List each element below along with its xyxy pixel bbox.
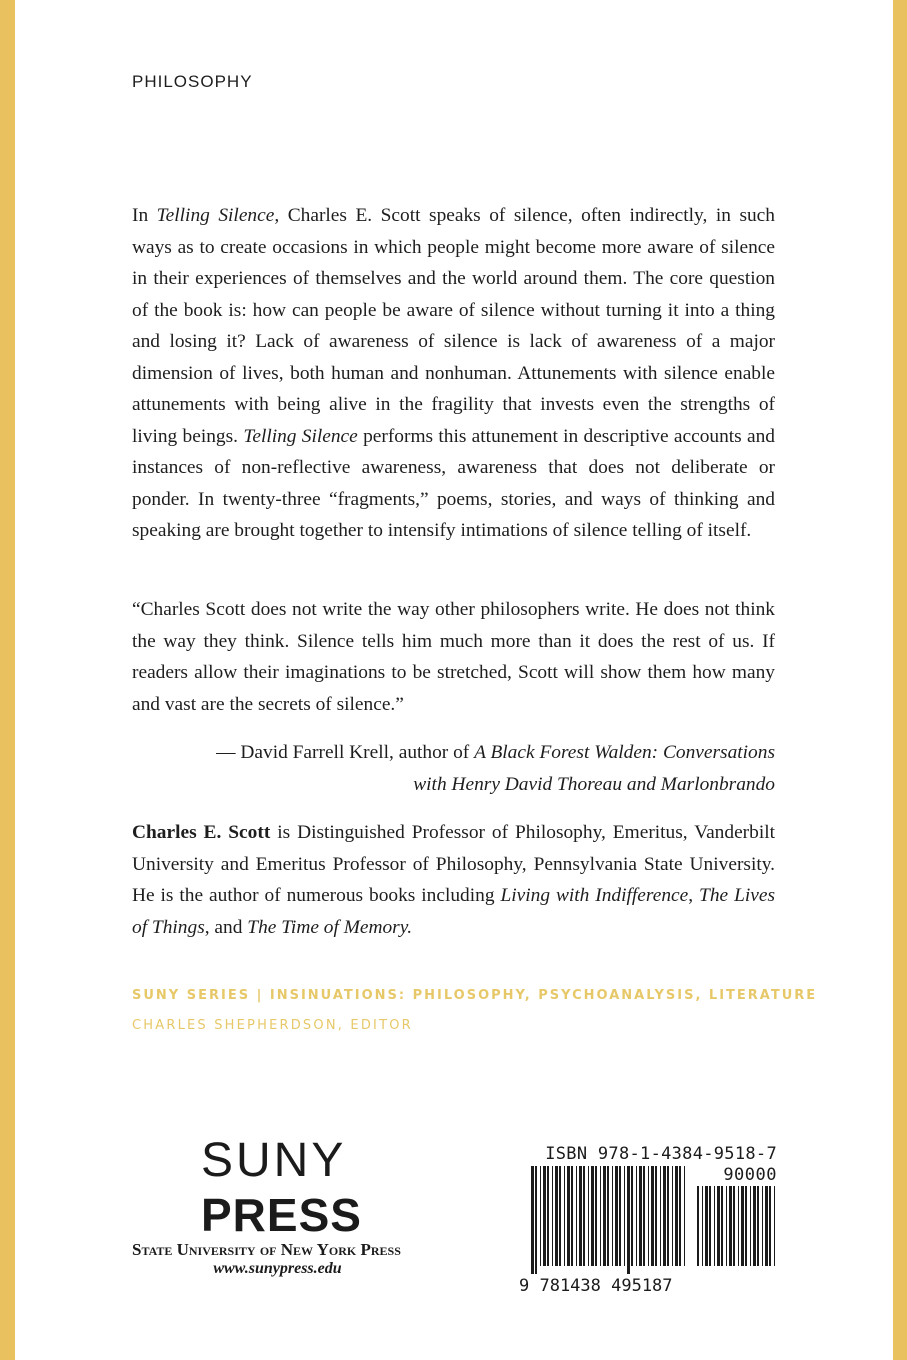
attribution-prefix: — David Farrell Krell, author of	[216, 742, 475, 763]
barcode-bar	[697, 1186, 699, 1266]
author-bio	[132, 817, 775, 943]
barcode-bar	[571, 1166, 573, 1266]
barcode-bar	[588, 1166, 589, 1266]
back-cover	[15, 0, 893, 1360]
barcode-bar	[675, 1166, 678, 1266]
barcode-bar	[552, 1166, 553, 1266]
barcode-bar	[705, 1186, 708, 1266]
barcode-bar	[540, 1166, 541, 1266]
barcode-bar	[631, 1166, 633, 1266]
barcode-bar	[535, 1166, 537, 1274]
barcode-bar	[733, 1186, 735, 1266]
barcode-bar	[531, 1166, 534, 1274]
bio-book-title: Living with Indifference	[500, 885, 689, 906]
author-name: Charles E. Scott	[132, 822, 271, 843]
barcode-bar	[619, 1166, 621, 1266]
barcode-bar	[757, 1186, 759, 1266]
barcode-bar	[721, 1186, 723, 1266]
barcode-bar	[679, 1166, 681, 1266]
barcode-bar	[762, 1186, 763, 1266]
barcode-bar	[738, 1186, 739, 1266]
endorsement-attribution	[132, 737, 775, 800]
barcode-bar	[595, 1166, 597, 1266]
barcode-bar	[702, 1186, 703, 1266]
blurb-text: , Charles E. Scott speaks of silence, often indirectly, in such ways as to create occasions in which people might become more aware of silence in their experiences of themselves and the world around them. The core question of the book is: how can people be aware of silence without turning it into a thing and losing it? Lack of awareness of silence is lack of awareness of a major dimension of lives, both human and nonhuman. Attunements with silence enable attunements with being alive in the fragility that invests even the strengths of living beings.	[132, 205, 775, 447]
publisher-url: www.sunypress.edu	[213, 1260, 342, 1277]
publisher-logo-suny: SUNY	[201, 1134, 347, 1187]
book-title: Telling Silence	[156, 205, 275, 226]
barcode-bar	[750, 1186, 751, 1266]
barcode-bar	[651, 1166, 654, 1266]
barcode-bar	[600, 1166, 601, 1266]
isbn-number: ISBN 978-1-4384-9518-7	[545, 1144, 777, 1164]
price-code: 90000	[723, 1165, 777, 1185]
addon-barcode-bars	[697, 1186, 777, 1274]
barcode-bar	[559, 1166, 561, 1266]
series-title: SUNY SERIES | INSINUATIONS: PHILOSOPHY, PSYCHOANALYSIS, LITERATURE	[132, 988, 818, 1003]
bio-text: is Distinguished Professor of Philosophy, Emeritus, Vanderbilt University and Emeritus Professor of Philosophy, Pennsylvania State University. He is the author of numerous books including	[132, 822, 775, 906]
barcode-bar	[591, 1166, 594, 1266]
barcode-bar	[745, 1186, 747, 1266]
barcode-bar	[543, 1166, 546, 1266]
barcode-bar	[583, 1166, 585, 1266]
barcode-bar	[667, 1166, 669, 1266]
attribution-book-title: with Henry David Thoreau and Marlonbrando	[413, 773, 775, 795]
barcode-bar	[726, 1186, 727, 1266]
bio-book-title: The Lives of Things	[132, 885, 775, 938]
barcode-bar	[769, 1186, 771, 1266]
barcode-bar	[717, 1186, 720, 1266]
barcode-bar	[729, 1186, 732, 1266]
book-title: Telling Silence	[243, 425, 358, 447]
endorsement-quote: “Charles Scott does not write the way other philosophers write. He does not think the way they think. Silence tells him much more than it does the rest of us. If readers allow their imaginations to be stretched, Scott will show them how many and vast are the secrets of silence.”	[132, 599, 775, 715]
bio-separator: , and	[204, 916, 248, 938]
series-editor: CHARLES SHEPHERDSON, EDITOR	[132, 1018, 413, 1033]
barcode-bar	[567, 1166, 570, 1266]
blurb-text: performs this attunement in descriptive accounts and instances of non-reflective awareness, awareness that does not deliberate or ponder. In twenty-three “fragments,” poems, stories, and ways of thinking and speaking are brought together to intensify intimations of silence telling of itself.	[132, 425, 776, 541]
barcode-bar	[648, 1166, 649, 1266]
barcode-bar	[672, 1166, 673, 1266]
barcode-bar	[655, 1166, 657, 1266]
barcode-bar	[607, 1166, 609, 1266]
barcode-bar	[627, 1166, 630, 1274]
bio-book-title: The Time of Memory.	[247, 916, 413, 938]
barcode-bar	[774, 1186, 775, 1266]
ean-digits: 9 781438 495187	[519, 1276, 673, 1296]
barcode-bar	[741, 1186, 744, 1266]
barcode-bar	[624, 1166, 625, 1266]
barcode-bar	[564, 1166, 565, 1266]
barcode-bar	[547, 1166, 549, 1266]
barcode-bar	[555, 1166, 558, 1266]
isbn-barcode	[519, 1144, 777, 1296]
ean-barcode-bars	[531, 1166, 689, 1274]
barcode-bar	[579, 1166, 582, 1266]
barcode-bar	[576, 1166, 577, 1266]
category-label: PHILOSOPHY	[132, 72, 253, 91]
blurb-intro: In	[132, 205, 157, 226]
barcode-bar	[643, 1166, 645, 1266]
barcode-bar	[615, 1166, 618, 1266]
bio-separator: ,	[688, 885, 700, 906]
barcode-bar	[612, 1166, 613, 1266]
barcode-bar	[709, 1186, 711, 1266]
book-description	[132, 200, 775, 547]
barcode-bar	[636, 1166, 637, 1266]
barcode-bar	[714, 1186, 715, 1266]
barcode-bar	[684, 1166, 685, 1266]
barcode-bar	[603, 1166, 606, 1266]
attribution-book-title: A Black Forest Walden: Conversations	[474, 742, 775, 763]
barcode-bar	[765, 1186, 768, 1266]
barcode-bar	[753, 1186, 756, 1266]
barcode-bar	[639, 1166, 642, 1266]
publisher-logo-press: PRESS	[201, 1189, 362, 1241]
publisher-name: State University of New York Press	[132, 1240, 401, 1259]
barcode-bar	[660, 1166, 661, 1266]
barcode-bar	[663, 1166, 666, 1266]
